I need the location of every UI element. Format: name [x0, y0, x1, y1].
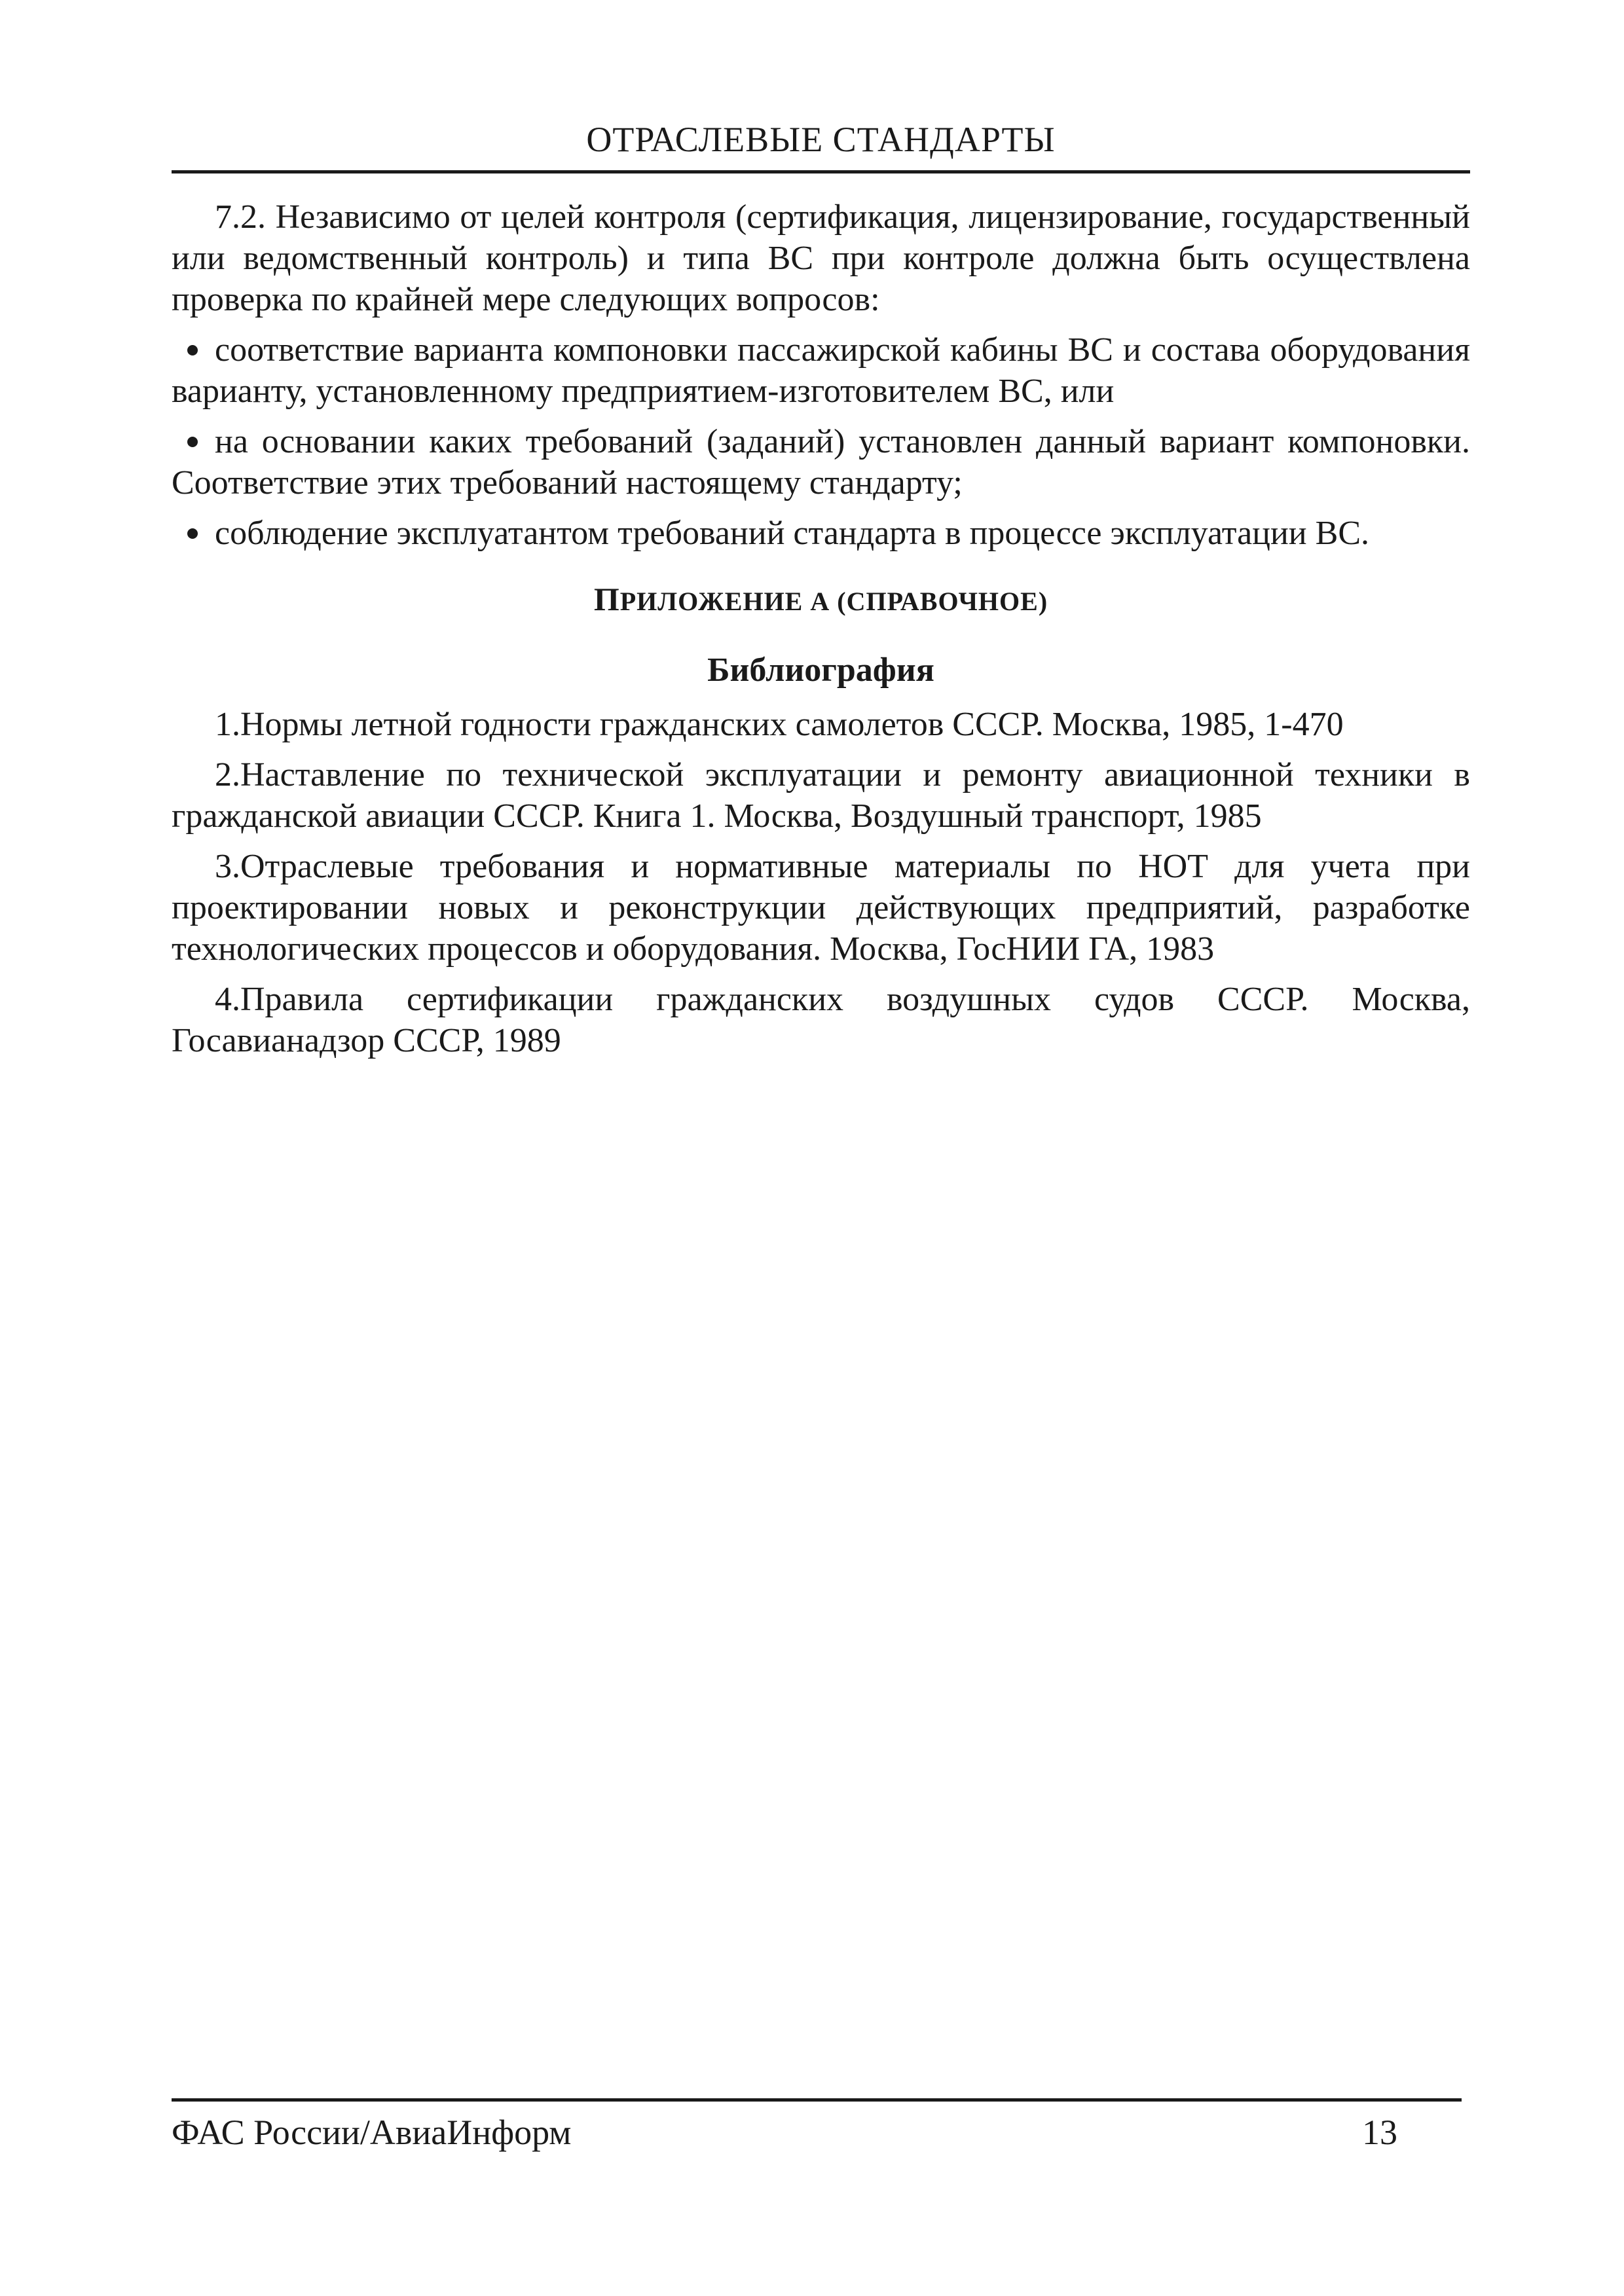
reference-item: 2.Наставление по технической эксплуатации и ремонту авиационной техники в гражданской авиации СССР. Книга 1. Москва, Воздушный транспорт, 1985	[172, 756, 1470, 835]
list-item	[172, 513, 1470, 554]
appendix-heading-initial: П	[593, 581, 620, 617]
page-header-title: ОТРАСЛЕВЫЕ СТАНДАРТЫ	[586, 120, 1056, 159]
bullet-icon	[187, 437, 198, 447]
footer-divider	[172, 2098, 1462, 2102]
paragraph-7-2: 7.2. Независимо от целей контроля (сертификация, лицензирование, государственный или ведомственный контроль) и типа ВС при контроле должна быть осуществлена проверка по крайней мере следующих вопросов:	[172, 198, 1470, 318]
list-item-text: на основании каких требований (заданий) установлен данный вариант компоновки. Соответствие этих требований настоящему стандарту;	[172, 423, 1470, 501]
appendix-heading-rest: РИЛОЖЕНИЕ А (СПРАВОЧНОЕ)	[619, 587, 1048, 616]
list-item	[172, 329, 1470, 412]
bibliography-heading: Библиография	[707, 651, 934, 689]
reference-item: 4.Правила сертификации гражданских воздушных судов СССР. Москва, Госавианадзор СССР, 1989	[172, 981, 1470, 1059]
list-item-text: соблюдение эксплуатантом требований стандарта в процессе эксплуатации ВС.	[215, 515, 1369, 552]
list-item-text: соответствие варианта компоновки пассажирской кабины ВС и состава оборудования варианту, установленному предприятием-изготовителем ВС, или	[172, 331, 1470, 410]
footer-publisher: ФАС России/АвиаИнформ	[172, 2113, 572, 2152]
list-item	[172, 421, 1470, 503]
page-number: 13	[1362, 2113, 1397, 2152]
bullet-icon	[187, 528, 198, 539]
document-body	[172, 196, 1470, 1070]
requirements-list	[172, 329, 1470, 554]
reference-item: 1.Нормы летной годности гражданских самолетов СССР. Москва, 1985, 1-470	[215, 706, 1344, 743]
header-divider	[172, 170, 1470, 173]
appendix-heading	[172, 583, 1470, 618]
reference-item: 3.Отраслевые требования и нормативные материалы по НОТ для учета при проектировании новых и реконструкции действующих предприятий, разработке технологических процессов и оборудования. Москва, ГосНИИ ГА, 1983	[172, 848, 1470, 968]
bullet-icon	[187, 345, 198, 355]
